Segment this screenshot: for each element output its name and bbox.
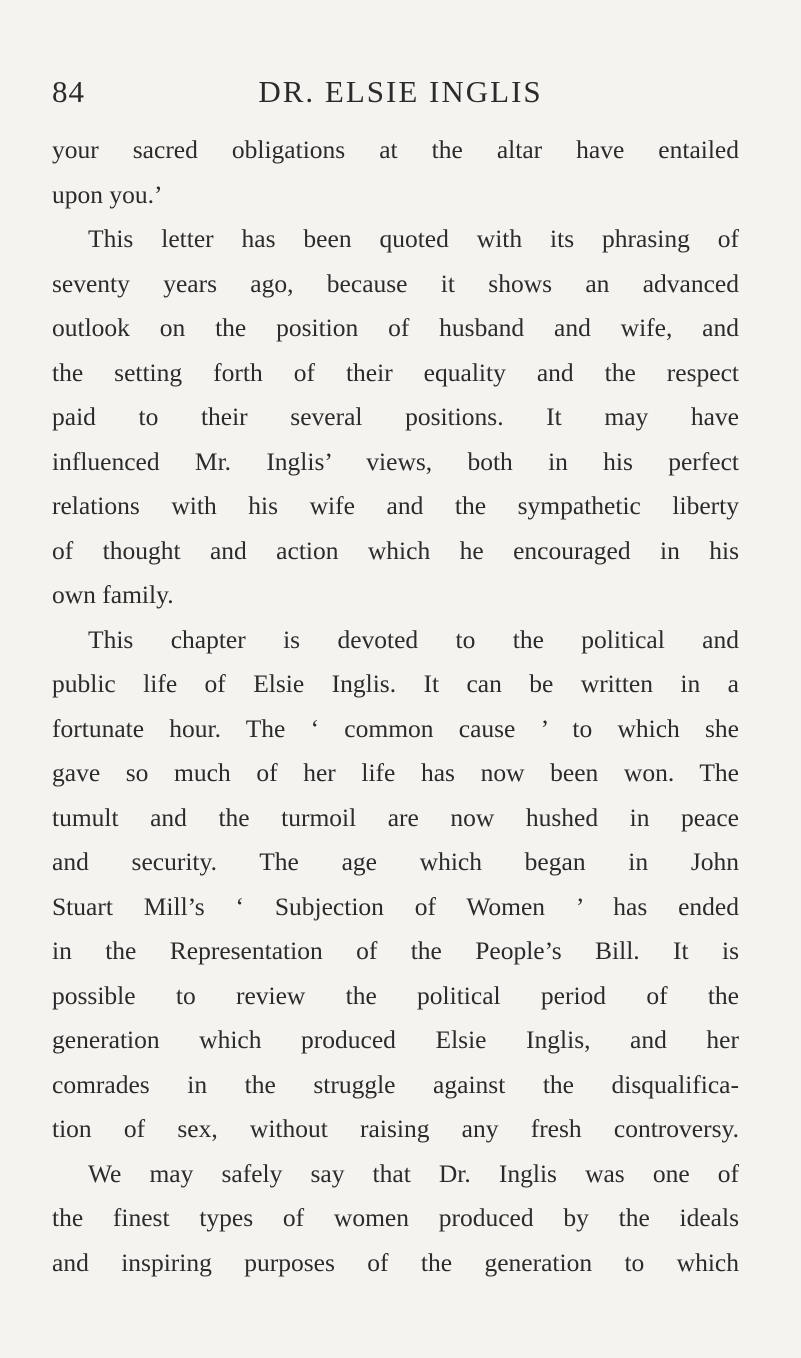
text-line: influenced Mr. Inglis’ views, both in his perfect <box>52 446 739 476</box>
text-line: your sacred obligations at the altar have entailed <box>52 135 739 164</box>
book-title: DR. ELSIE INGLIS <box>258 74 543 109</box>
text-line: own family. <box>52 580 174 609</box>
text-line: Stuart Mill’s ‘ Subjection of Women ’ has ended <box>52 891 739 921</box>
text-line: generation which produced Elsie Inglis, and her <box>52 1025 739 1054</box>
text-line: the finest types of women produced by the ideals <box>52 1203 739 1232</box>
text-line: tumult and the turmoil are now hushed in peace <box>52 802 739 832</box>
text-line: the setting forth of their equality and the respect <box>52 357 739 387</box>
text-line: seventy years ago, because it shows an advanced <box>52 268 739 298</box>
running-head <box>52 74 749 114</box>
text-line: gave so much of her life has now been won. The <box>52 758 739 787</box>
text-line: possible to review the political period of the <box>52 980 739 1010</box>
text-line: relations with his wife and the sympathetic liberty <box>52 491 739 520</box>
page-number: 84 <box>52 74 85 109</box>
text-line: of thought and action which he encouraged in his <box>52 535 739 565</box>
body-text <box>52 128 739 1285</box>
text-line: outlook on the position of husband and wife, and <box>52 313 739 342</box>
text-line: fortunate hour. The ‘ common cause ’ to which she <box>52 713 739 743</box>
text-line: This letter has been quoted with its phrasing of <box>88 224 739 253</box>
text-line: and security. The age which began in John <box>52 847 739 876</box>
text-line: in the Representation of the People’s Bill. It is <box>52 936 739 965</box>
text-line: This chapter is devoted to the political and <box>88 624 739 654</box>
text-line: tion of sex, without raising any fresh controversy. <box>52 1114 739 1143</box>
text-line: and inspiring purposes of the generation to which <box>52 1247 739 1277</box>
text-line: public life of Elsie Inglis. It can be written in a <box>52 669 739 698</box>
text-line: We may safely say that Dr. Inglis was one of <box>88 1158 739 1188</box>
text-line: upon you.’ <box>52 179 163 209</box>
text-line: comrades in the struggle against the disqualifica- <box>52 1069 739 1099</box>
text-line: paid to their several positions. It may have <box>52 402 739 431</box>
